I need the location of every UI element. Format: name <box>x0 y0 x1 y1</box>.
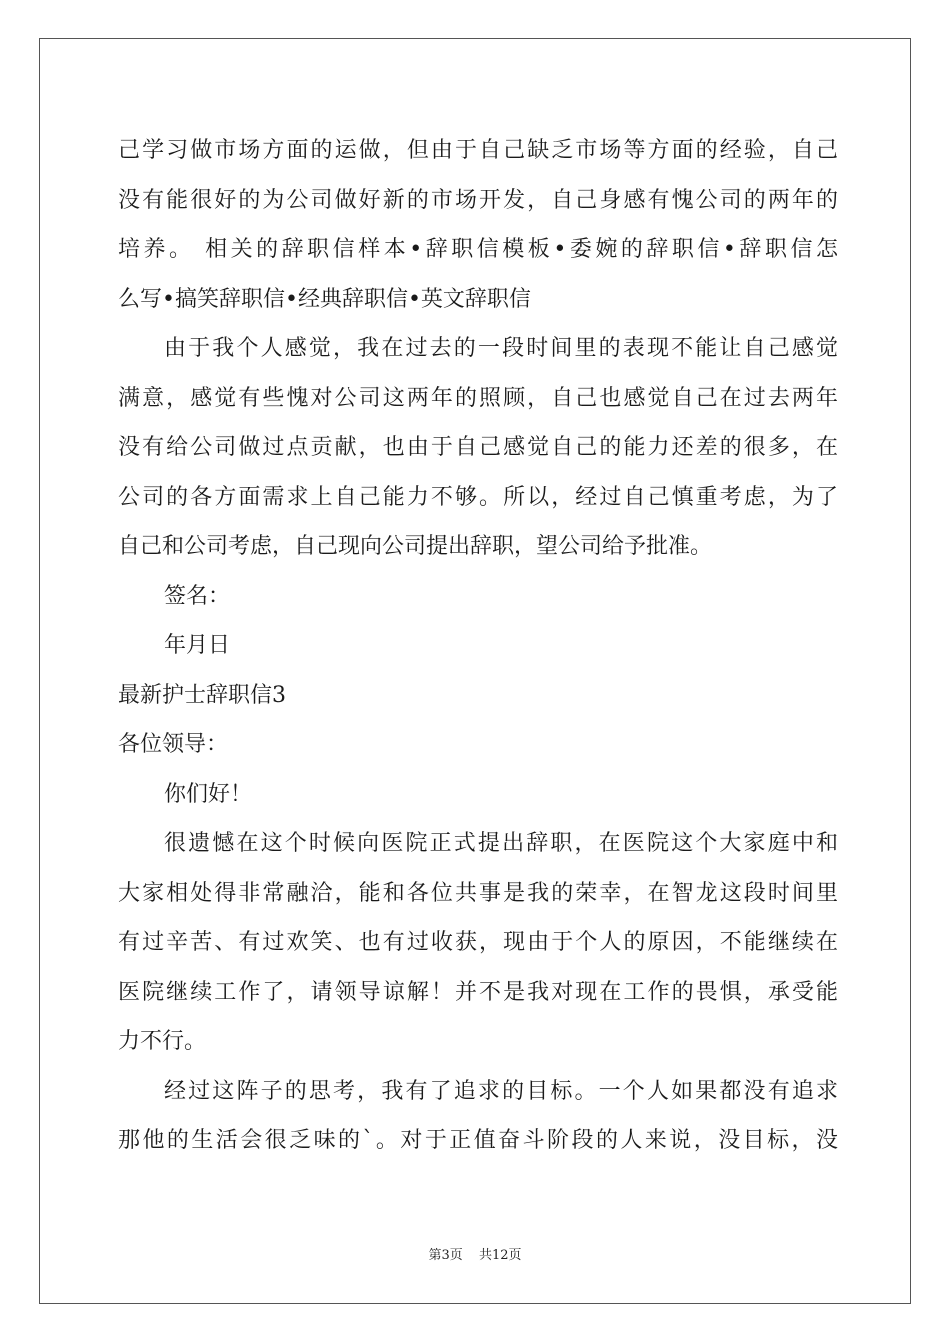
text-line: 经过这阵子的思考，我有了追求的目标。一个人如果都没有追求 <box>164 1078 838 1104</box>
text-line: 很遗憾在这个时候向医院正式提出辞职，在医院这个大家庭中和 <box>164 831 838 856</box>
text-line: 那他的生活会很乏味的`。对于正值奋斗阶段的人来说，没目标，没 <box>118 1128 838 1153</box>
page-number-total: 共12页 <box>478 1248 522 1263</box>
text-line: 你们好！ <box>164 781 253 807</box>
text-line: 没有给公司做过点贡献，也由于自己感觉自己的能力还差的很多，在 <box>118 435 838 460</box>
text-line: 大家相处得非常融洽，能和各位共事是我的荣幸，在智龙这段时间里 <box>118 880 838 906</box>
text-line: 己学习做市场方面的运做，但由于自己缺乏市场等方面的经验，自己 <box>118 138 838 163</box>
text-line: 医院继续工作了，请领导谅解！并不是我对现在工作的畏惧，承受能 <box>118 979 838 1005</box>
text-line: 各位领导： <box>118 732 229 757</box>
text-line: 满意，感觉有些愧对公司这两年的照顾，自己也感觉自己在过去两年 <box>118 385 838 411</box>
text-line: 签名： <box>164 583 231 609</box>
text-line: 公司的各方面需求上自己能力不够。所以，经过自己慎重考虑，为了 <box>118 484 838 510</box>
text-line: 年月日 <box>164 633 231 658</box>
text-line: 最新护士辞职信3 <box>118 682 286 708</box>
text-line: 有过辛苦、有过欢笑、也有过收获，现由于个人的原因，不能继续在 <box>118 930 838 955</box>
text-line: 没有能很好的为公司做好新的市场开发，自己身感有愧公司的两年的 <box>118 187 838 213</box>
text-line: 么写•搞笑辞职信•经典辞职信•英文辞职信 <box>118 286 531 312</box>
text-line: 力不行。 <box>118 1029 207 1054</box>
page-number-current: 第3页 <box>428 1248 463 1263</box>
document-body <box>118 126 838 1166</box>
page-footer <box>0 1247 950 1265</box>
text-line: 由于我个人感觉，我在过去的一段时间里的表现不能让自己感觉 <box>164 336 838 361</box>
text-line: 培养。 相关的辞职信样本•辞职信模板•委婉的辞职信•辞职信怎 <box>118 237 838 262</box>
text-line: 自己和公司考虑，自己现向公司提出辞职，望公司给予批准。 <box>118 534 713 559</box>
